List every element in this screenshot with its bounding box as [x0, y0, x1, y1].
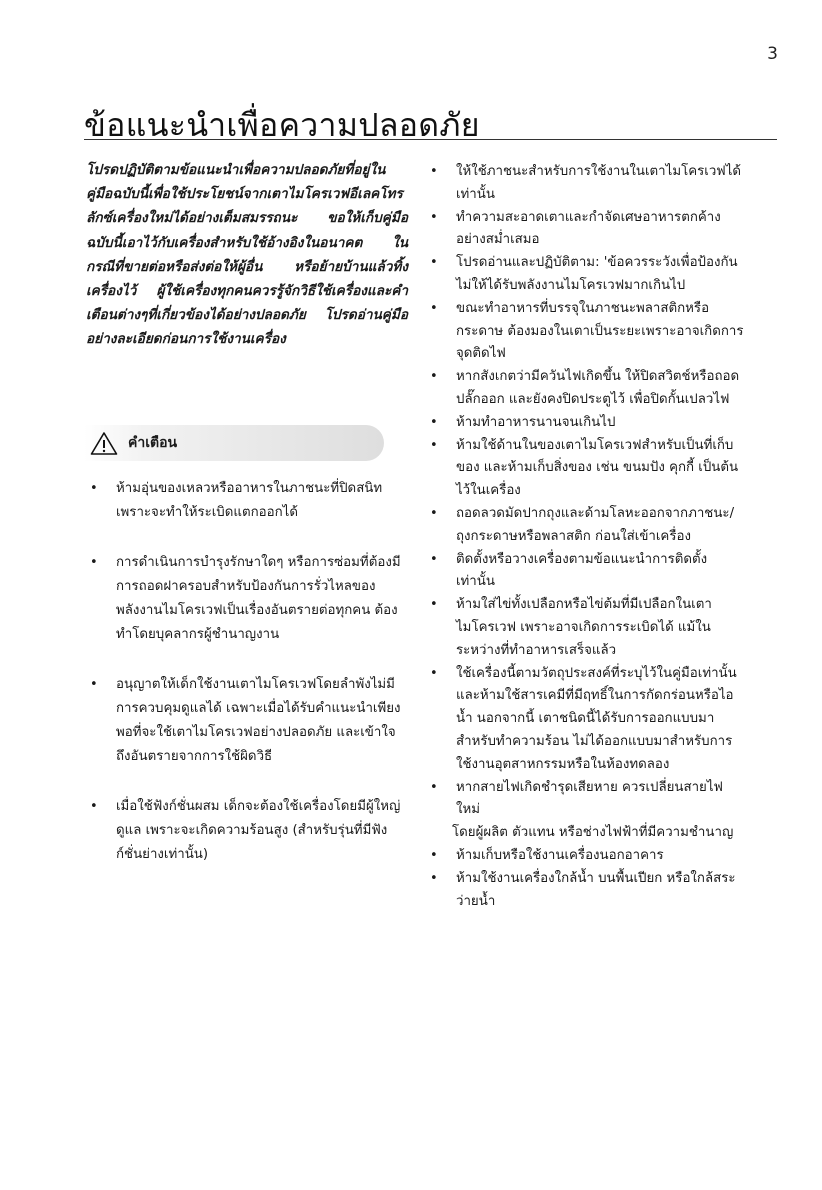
- list-item: [430, 366, 746, 412]
- list-item: [90, 673, 406, 769]
- list-item-text: หากสายไฟเกิดชำรุดเสียหาย ควรเปลี่ยนสายไฟใหม่: [456, 779, 723, 818]
- list-item: [430, 435, 746, 503]
- list-item-text: ห้ามอุ่นของเหลวหรืออาหารในภาชนะที่ปิดสนิท เพราะจะทำให้ระเบิดแตกออกได้: [116, 481, 383, 520]
- bullet-icon: •: [430, 437, 438, 453]
- bullet-icon: •: [430, 164, 438, 179]
- list-item: [430, 252, 746, 298]
- list-item-text: ถอดลวดมัดปากถุงและด้ามโลหะออกจากภาชนะ/ถุงกระดาษหรือพลาสติก ก่อนใส่เข้าเครื่อง: [456, 505, 735, 544]
- list-item-text: เมื่อใช้ฟังก์ชั่นผสม เด็กจะต้องใช้เครื่องโดยมีผู้ใหญ่ดูแล เพราะจะเกิดความร้อนสูง (สำหรับรุ่นที่มีฟังก์ชั่นย่างเท่านั้น): [116, 799, 401, 862]
- bullet-icon: •: [430, 870, 438, 886]
- list-item-text: หากสังเกตว่ามีควันไฟเกิดขึ้น ให้ปิดสวิตช์หรือถอดปลั๊กออก และยังคงปิดประตูไว้ เพื่อปิดกั้นเปลวไฟ: [456, 369, 740, 407]
- bullet-icon: •: [430, 551, 438, 567]
- page-title: ข้อแนะนำเพื่อความปลอดภัย: [84, 106, 480, 144]
- list-item: [430, 207, 746, 253]
- list-item: [430, 412, 746, 435]
- intro-paragraph: โปรดปฏิบัติตามข้อแนะนำเพื่อความปลอดภัยที่อยู่ในคู่มือฉบับนี้เพื่อใช้ประโยชน์จากเตาไมโครเวฟอีเลคโทรลักซ์เครื่องใหม่ได้อย่างเต็มสมรรถนะ ขอให้เก็บคู่มือฉบับนี้เอาไว้กับเครื่องสำหรับใช้อ้างอิงในอนาคต ในกรณีที่ขายต่อหรือส่งต่อให้ผู้อื่น หรือย้ายบ้านแล้วทิ้งเครื่องไว้ ผู้ใช้เครื่องทุกคนควรรู้จักวิธีใช้เครื่องและคำเตือนต่างๆที่เกี่ยวข้องได้อย่างปลอดภัย โปรดอ่านคู่มืออย่างละเอียดก่อนการใช้งานเครื่อง: [86, 162, 408, 348]
- bullet-icon: •: [430, 369, 438, 385]
- list-item-text: อนุญาตให้เด็กใช้งานเตาไมโครเวฟโดยลำพังไม่มีการควบคุมดูแลได้ เฉพาะเมื่อได้รับคำแนะนำเพียงพอที่จะใช้เตาไมโครเวฟอย่างปลอดภัย และเข้าใจถึงอันตรายจากการใช้ผิดวิธี: [116, 677, 401, 764]
- list-item-text: โปรดอ่านและปฏิบัติตาม: 'ข้อควรระวังเพื่อป้องกันไม่ให้ได้รับพลังงานไมโครเวฟมากเกินไป: [456, 255, 738, 293]
- list-item-text: ขณะทำอาหารที่บรรจุในภาชนะพลาสติกหรือกระดาษ ต้องมองในเตาเป็นระยะเพราะอาจเกิดการจุดติดไฟ: [456, 300, 744, 362]
- warning-header: [84, 425, 384, 461]
- list-item: [90, 477, 406, 525]
- bullet-icon: •: [430, 597, 438, 613]
- list-item: [430, 868, 746, 914]
- safety-list: [430, 161, 746, 913]
- list-item: [430, 663, 746, 777]
- list-item: [430, 777, 746, 845]
- warning-list: [90, 477, 406, 893]
- list-item: [430, 503, 746, 549]
- list-item-text: ติดตั้งหรือวางเครื่องตามข้อแนะนำการติดตั้งเท่านั้น: [456, 551, 708, 590]
- list-item: [430, 845, 746, 868]
- bullet-icon: •: [430, 300, 438, 316]
- list-item: [90, 795, 406, 867]
- bullet-icon: •: [430, 414, 438, 430]
- bullet-icon: •: [430, 209, 438, 225]
- list-item-text: ใช้เครื่องนี้ตามวัตถุประสงค์ที่ระบุไว้ในคู่มือเท่านั้น และห้ามใช้สารเคมีที่มีฤทธิ์ในการกัดกร่อนหรือไอน้ำ นอกจากนี้ เตาชนิดนี้ได้รับการออกแบบมาสำหรับทำความร้อน ไม่ได้ออกแบบมาสำหรับการใช้งานอุตสาหกรรมหรือในห้องทดลอง: [456, 665, 737, 772]
- list-item: [430, 161, 746, 207]
- list-item-text: ห้ามใช้งานเครื่องใกล้น้ำ บนพื้นเปียก หรือใกล้สระว่ายน้ำ: [456, 870, 736, 909]
- list-item-text: การดำเนินการบำรุงรักษาใดๆ หรือการซ่อมที่ต้องมีการถอดฝาครอบสำหรับป้องกันการรั่วไหลของพลังงานไมโครเวฟเป็นเรื่องอันตรายต่อทุกคน ต้องทำโดยบุคลากรผู้ชำนาญงาน: [116, 555, 401, 642]
- list-item: [430, 549, 746, 595]
- title-divider: [84, 139, 777, 140]
- list-item-text: ห้ามทำอาหารนานจนเกินไป: [456, 414, 616, 430]
- bullet-icon: •: [90, 481, 98, 496]
- bullet-icon: •: [430, 779, 438, 795]
- list-item-text: ให้ใช้ภาชนะสำหรับการใช้งานในเตาไมโครเวฟได้เท่านั้น: [456, 164, 742, 202]
- bullet-icon: •: [430, 847, 438, 863]
- bullet-icon: •: [430, 505, 438, 521]
- list-item-text: ห้ามใช้ด้านในของเตาไมโครเวฟสำหรับเป็นที่เก็บของ และห้ามเก็บสิ่งของ เช่น ขนมปัง คุกกี้ เป็นต้น ไว้ในเครื่อง: [456, 437, 739, 499]
- warning-triangle-icon: [90, 431, 118, 456]
- list-item-text: ทำความสะอาดเตาและกำจัดเศษอาหารตกค้างอย่างสม่ำเสมอ: [456, 209, 721, 248]
- bullet-icon: •: [90, 799, 98, 814]
- list-item-continuation: โดยผู้ผลิต ตัวแทน หรือช่างไฟฟ้าที่มีความชำนาญ: [452, 825, 734, 841]
- list-item: [430, 298, 746, 366]
- list-item: [90, 551, 406, 647]
- page-number: 3: [767, 44, 778, 64]
- bullet-icon: •: [90, 555, 98, 570]
- bullet-icon: •: [90, 677, 98, 692]
- list-item-text: ห้ามเก็บหรือใช้งานเครื่องนอกอาคาร: [456, 847, 664, 863]
- list-item-text: ห้ามใส่ไข่ทั้งเปลือกหรือไข่ต้มที่มีเปลือกในเตาไมโครเวฟ เพราะอาจเกิดการระเบิดได้ แม้ในระหว่างที่ทำอาหารเสร็จแล้ว: [456, 597, 712, 658]
- bullet-icon: •: [430, 255, 438, 271]
- bullet-icon: •: [430, 665, 438, 681]
- warning-label: คำเตือน: [128, 435, 178, 451]
- list-item: [430, 594, 746, 662]
